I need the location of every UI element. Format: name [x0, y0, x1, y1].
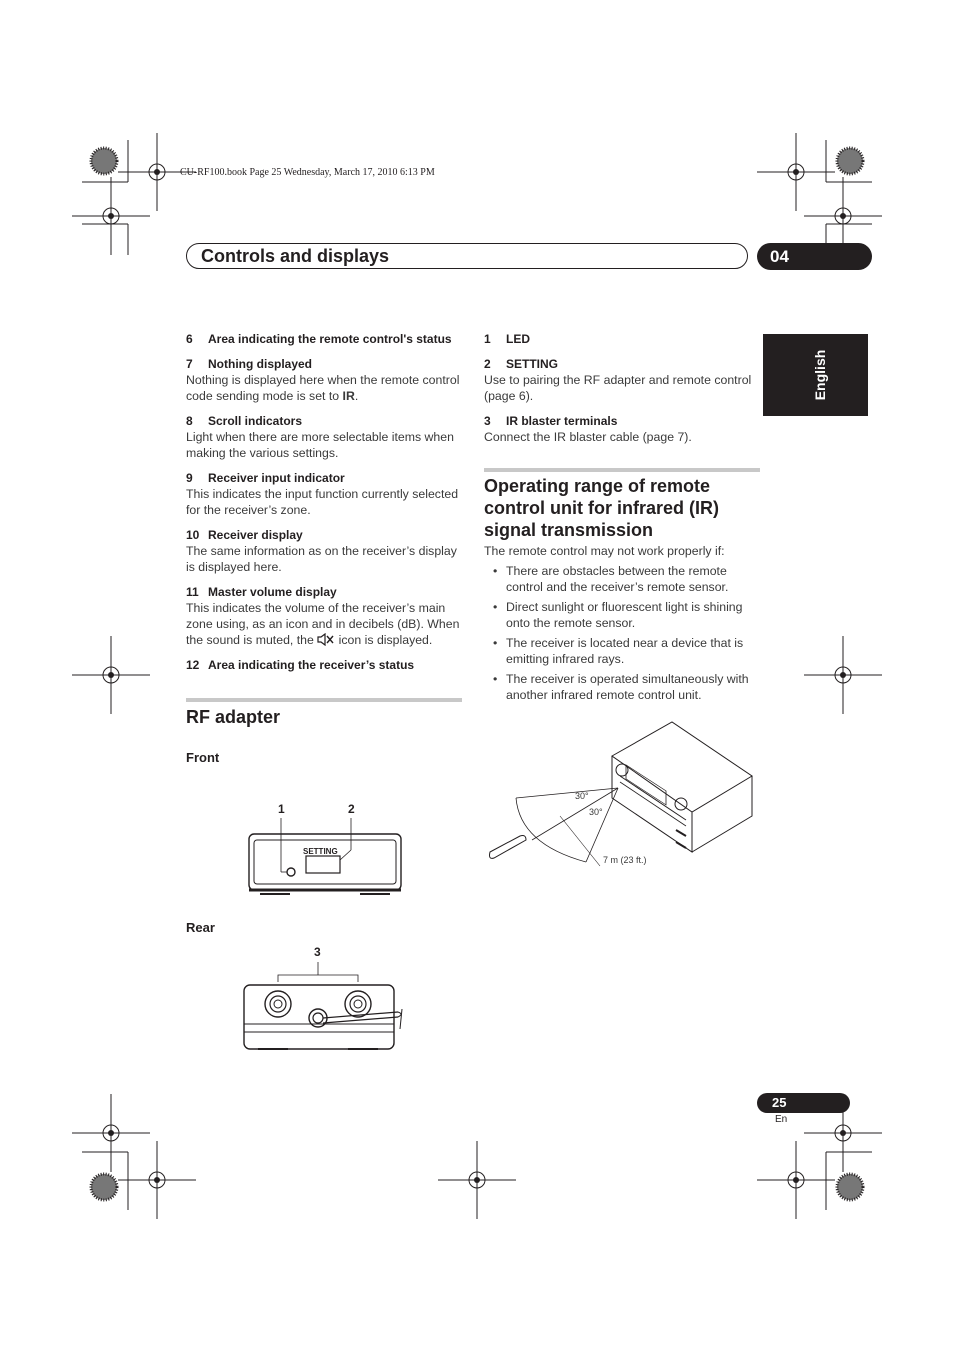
item-number: 3: [484, 414, 491, 428]
item-body: Light when there are more selectable items when making the various settings.: [186, 430, 454, 460]
callout-1: 1: [278, 802, 285, 816]
angle-label: 30°: [575, 791, 589, 801]
section-rule: [186, 698, 462, 702]
list-item: [484, 413, 760, 445]
item-title: Area indicating the remote control's status: [208, 332, 452, 346]
rf-adapter-rear-illustration: [238, 942, 410, 1052]
item-body: Nothing is displayed here when the remote control code sending mode is set to: [186, 373, 460, 403]
language-tab: [763, 334, 868, 416]
print-meta: CU-RF100.book Page 25 Wednesday, March 17, 2010 6:13 PM: [180, 167, 435, 178]
page-language: En: [775, 1114, 788, 1125]
item-number: 6: [186, 332, 193, 346]
angle-label: 30°: [589, 807, 603, 817]
front-label: Front: [186, 750, 220, 765]
item-body: The same information as on the receiver’s display is displayed here.: [186, 544, 457, 574]
item-title: Receiver display: [208, 528, 303, 542]
item-number: 2: [484, 357, 491, 371]
right-column: [484, 331, 760, 703]
item-number: 10: [186, 528, 200, 542]
item-number: 7: [186, 357, 193, 371]
bullet-item: • Direct sunlight or fluorescent light is shining onto the remote sensor.: [484, 599, 760, 631]
list-item: [186, 584, 462, 648]
section-rule: [484, 468, 760, 472]
item-title: Master volume display: [208, 585, 337, 599]
item-title: Area indicating the receiver’s status: [208, 658, 415, 672]
bullet-item: • There are obstacles between the remote control and the receiver’s remote sensor.: [484, 563, 760, 595]
item-title: IR blaster terminals: [506, 414, 618, 428]
setting-button-label: SETTING: [303, 847, 338, 856]
item-number: 12: [186, 658, 200, 672]
rear-label: Rear: [186, 920, 215, 935]
item-body: This indicates the volume of the receiver’s main zone using, as an icon and in decibels (dB). When the sound is muted, the: [186, 601, 460, 647]
operating-range-diagram: [486, 716, 756, 872]
item-body: This indicates the input function currently selected for the receiver’s zone.: [186, 487, 459, 517]
page-title: Controls and displays: [201, 246, 390, 266]
item-title: Receiver input indicator: [208, 471, 345, 485]
item-body-end: icon is displayed.: [335, 633, 433, 647]
item-body: Connect the IR blaster cable (page 7).: [484, 430, 692, 444]
left-column: [186, 331, 462, 766]
list-item: [484, 331, 760, 347]
list-item: [186, 331, 462, 347]
item-body: Use to pairing the RF adapter and remote control (page 6).: [484, 373, 752, 403]
intro-text: The remote control may not work properly if:: [484, 544, 725, 558]
list-item: [186, 470, 462, 518]
item-body-end: .: [354, 389, 359, 403]
item-number: 8: [186, 414, 193, 428]
language-label: English: [811, 349, 828, 401]
item-title: SETTING: [506, 357, 559, 371]
bullet-item: • The receiver is located near a device that is emitting infrared rays.: [484, 635, 760, 667]
item-title: LED: [506, 332, 530, 346]
item-body-strong: IR: [342, 389, 355, 403]
item-number: 9: [186, 471, 193, 485]
bullet-item: • The receiver is operated simultaneously with another infrared remote control unit.: [484, 671, 760, 703]
list-item: [484, 356, 760, 404]
item-title: Scroll indicators: [208, 414, 303, 428]
callout-2: 2: [348, 802, 355, 816]
list-item: [186, 413, 462, 461]
distance-label: 7 m (23 ft.): [603, 855, 647, 865]
item-number: 11: [186, 585, 199, 599]
chapter-badge: 04: [757, 243, 872, 270]
list-item: [186, 527, 462, 575]
list-item: [186, 657, 462, 673]
list-item: [186, 356, 462, 404]
mute-icon: [317, 633, 335, 646]
section-heading: Operating range of remote control unit for infrared (IR) signal transmission: [484, 476, 719, 540]
page-number: 25: [757, 1093, 850, 1113]
rf-adapter-front-illustration: [240, 798, 410, 900]
item-number: 1: [484, 332, 491, 346]
item-title: Nothing displayed: [208, 357, 313, 371]
callout-3: 3: [314, 945, 321, 959]
section-heading: RF adapter: [186, 707, 281, 727]
